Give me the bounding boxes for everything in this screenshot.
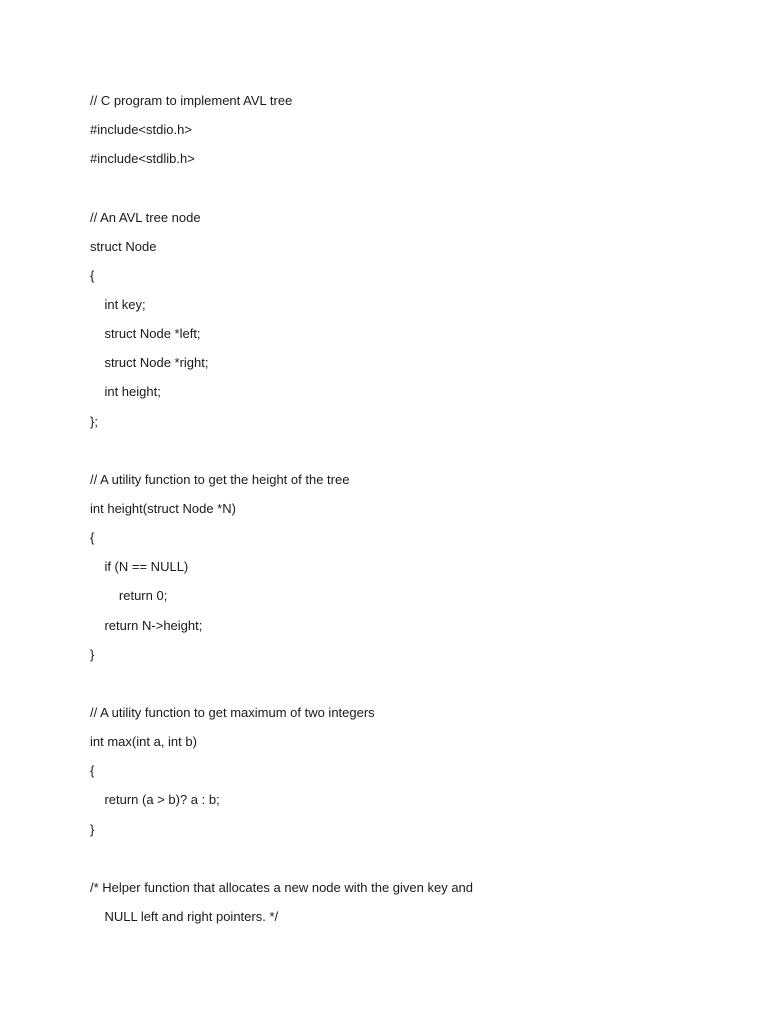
code-line: { <box>90 530 95 546</box>
code-line: // A utility function to get maximum of two integers <box>90 704 375 720</box>
code-line <box>90 673 730 702</box>
code-line <box>90 848 730 877</box>
code-line: #include<stdlib.h> <box>90 151 195 167</box>
code-line: } <box>90 821 95 837</box>
code-line: NULL left and right pointers. */ <box>90 908 279 924</box>
code-line: struct Node <box>90 238 157 254</box>
code-line: if (N == NULL) <box>90 559 189 575</box>
code-line: return (a > b)? a : b; <box>90 792 220 808</box>
code-line <box>90 177 730 206</box>
code-line: }; <box>90 413 98 429</box>
code-line <box>90 440 730 469</box>
code-line: int max(int a, int b) <box>90 734 197 750</box>
code-listing <box>90 90 730 935</box>
code-line: // An AVL tree node <box>90 209 201 225</box>
code-line: return 0; <box>90 588 168 604</box>
code-line: int height; <box>90 384 161 400</box>
code-line: struct Node *right; <box>90 355 209 371</box>
code-line: int key; <box>90 296 146 312</box>
code-line: return N->height; <box>90 617 203 633</box>
code-line: // C program to implement AVL tree <box>90 93 293 108</box>
code-line: #include<stdio.h> <box>90 122 192 138</box>
code-line: int height(struct Node *N) <box>90 500 236 516</box>
code-line: /* Helper function that allocates a new node with the given key and <box>90 879 474 895</box>
code-line: { <box>90 267 95 283</box>
code-line: // A utility function to get the height of the tree <box>90 471 350 487</box>
code-line: { <box>90 763 95 779</box>
code-line: struct Node *left; <box>90 326 201 342</box>
code-line: } <box>90 646 95 662</box>
